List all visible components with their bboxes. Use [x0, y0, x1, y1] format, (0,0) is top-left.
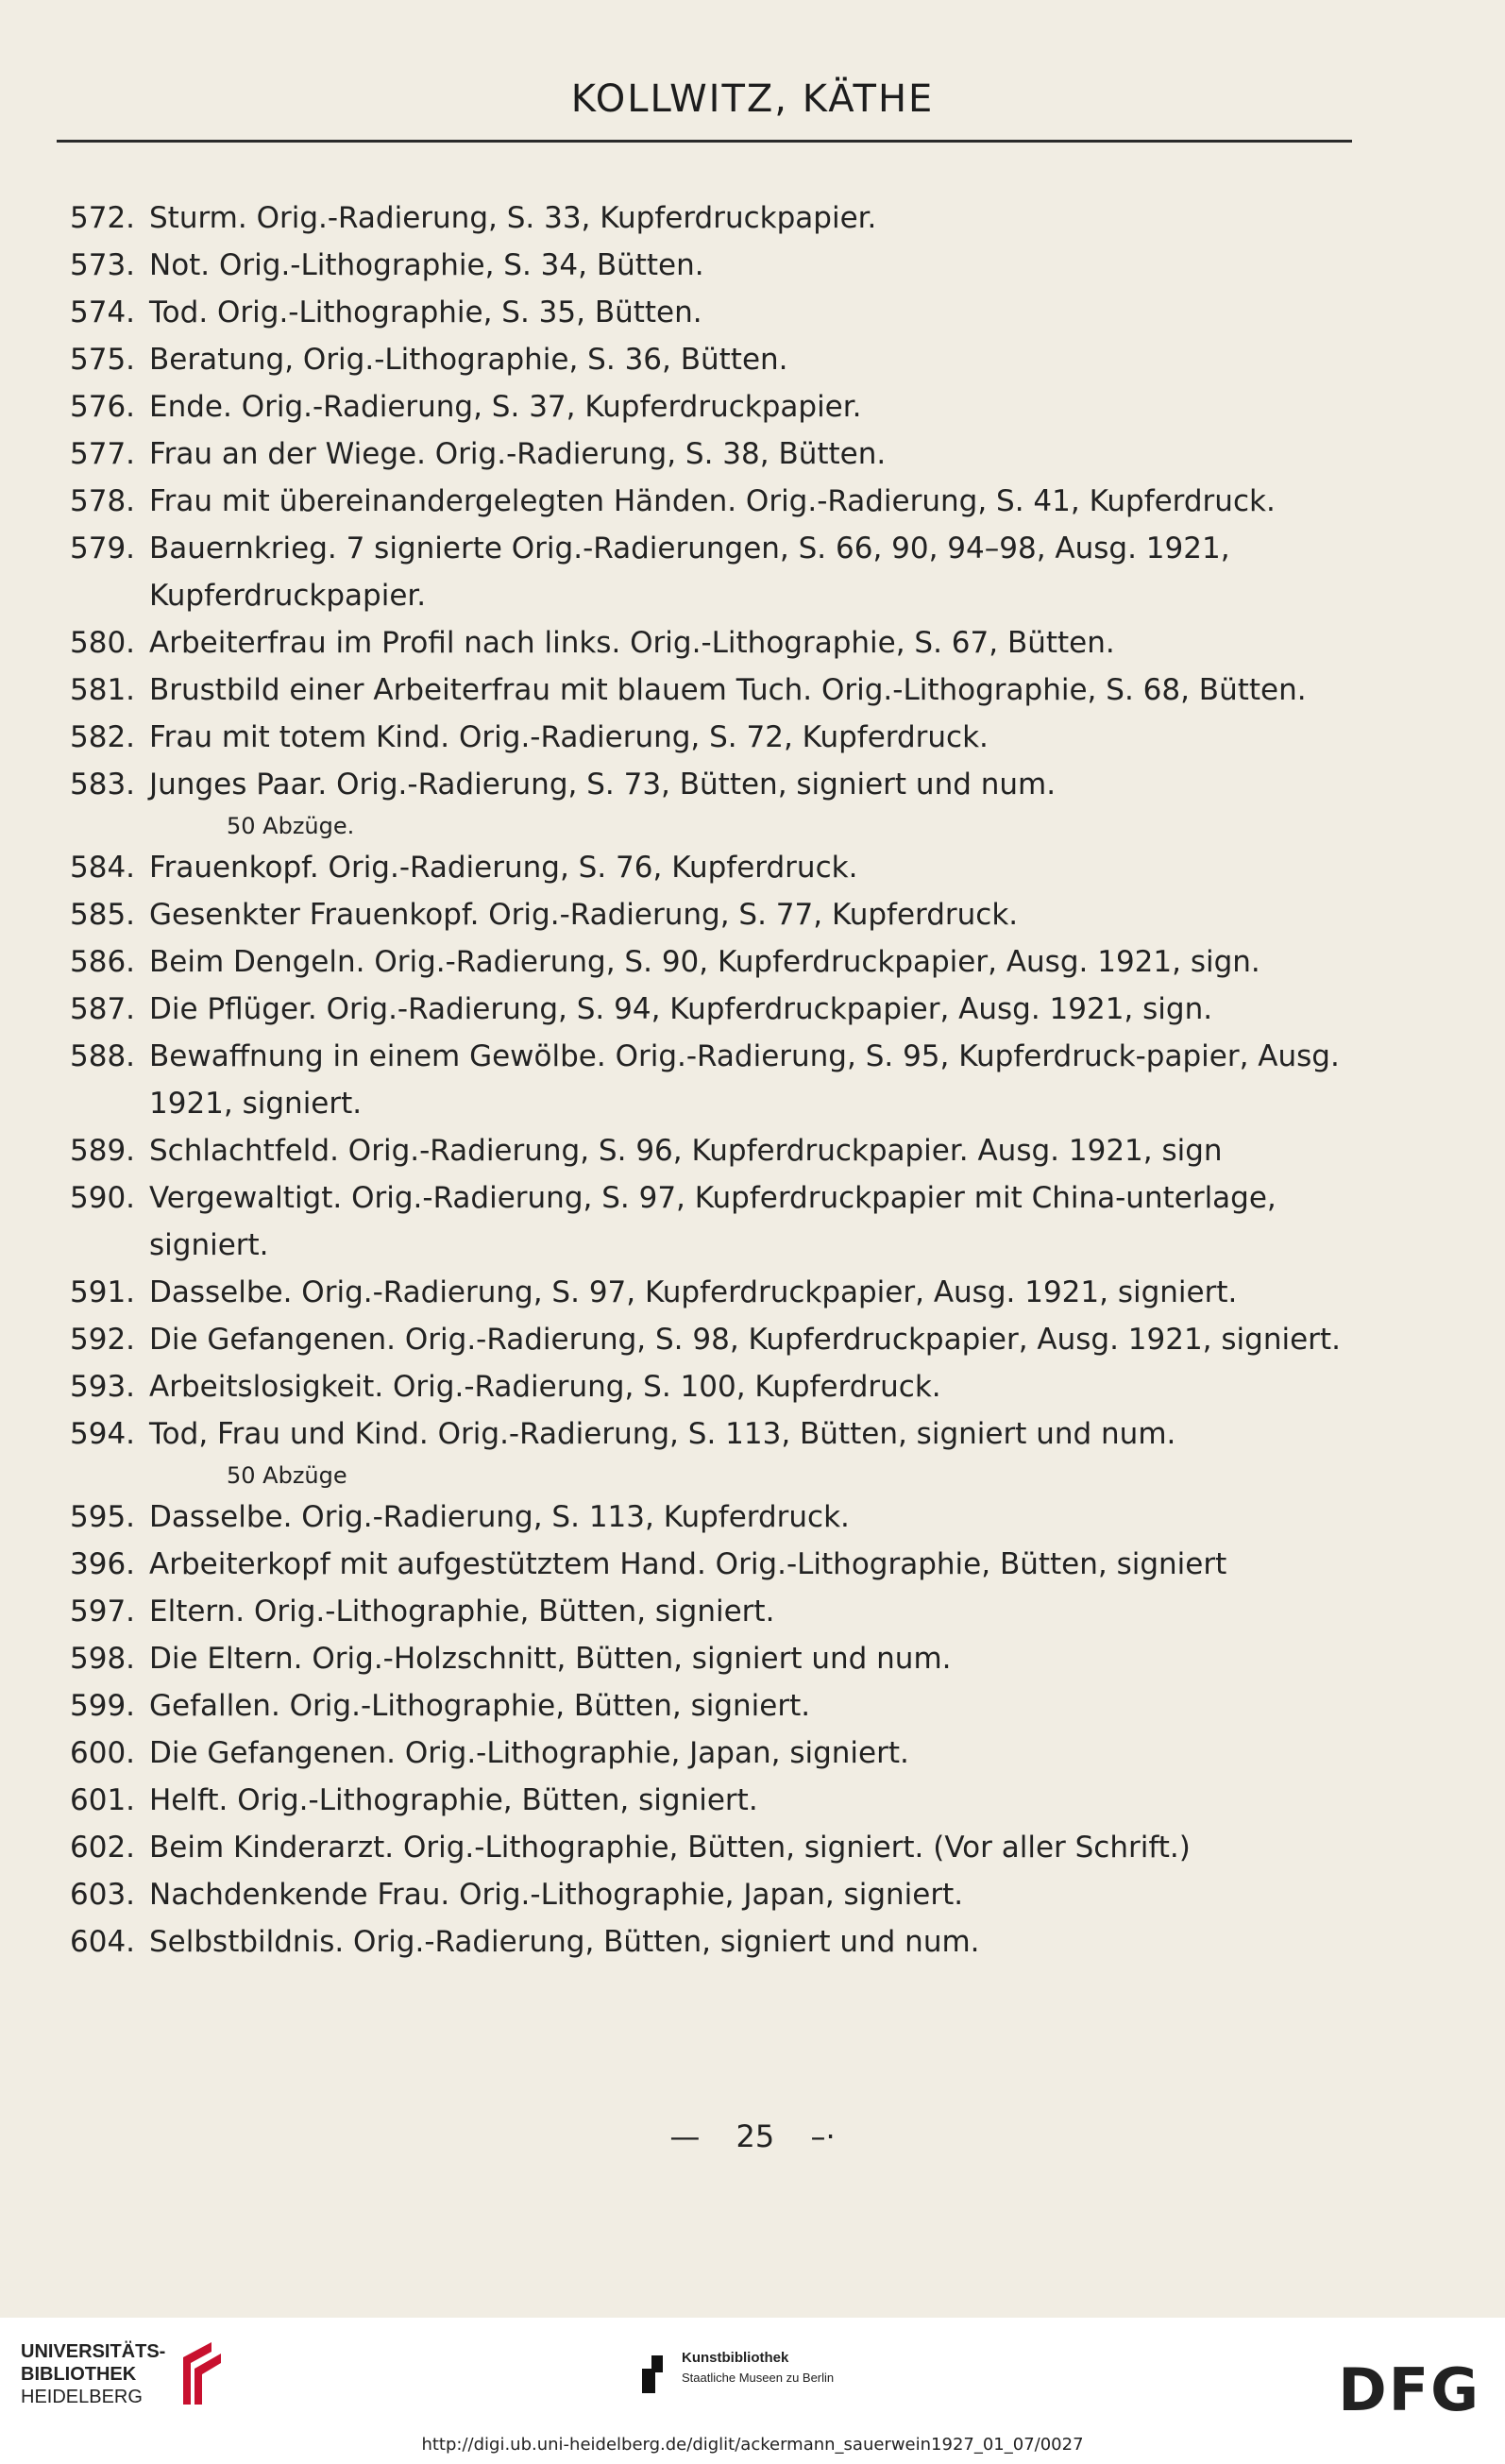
kunstbibliothek-logo[interactable] — [642, 2350, 888, 2406]
entry-text: Tod. Orig.-Lithographie, S. 35, Bütten. — [149, 295, 702, 329]
catalog-entry — [0, 1410, 1505, 1494]
entry-text: Beim Dengeln. Orig.-Radierung, S. 90, Kupferdruckpapier, Ausg. 1921, sign. — [149, 945, 1260, 979]
entry-text: Beim Kinderarzt. Orig.-Lithographie, Bütten, signiert. (Vor aller Schrift.) — [149, 1831, 1191, 1865]
entry-number: 580. — [70, 626, 136, 660]
catalog-entry — [0, 891, 1505, 938]
entry-number: 581. — [70, 673, 136, 707]
entry-text: Gefallen. Orig.-Lithographie, Bütten, signiert. — [149, 1689, 811, 1723]
entry-text: Brustbild einer Arbeiterfrau mit blauem Tuch. Orig.-Lithographie, S. 68, Bütten. — [149, 673, 1307, 707]
catalog-entry — [0, 1363, 1505, 1410]
university-library-name — [21, 2340, 165, 2408]
entry-note: 50 Abzüge. — [227, 813, 355, 839]
entry-text: Arbeiterkopf mit aufgestütztem Hand. Orig.-Lithographie, Bütten, signiert — [149, 1547, 1227, 1581]
kunstbibliothek-title: Kunstbibliothek — [682, 2350, 789, 2366]
entry-number: 586. — [70, 945, 136, 979]
entry-text: Bauernkrieg. 7 signierte Orig.-Radierungen, S. 66, 90, 94–98, Ausg. 1921, Kupferdruckpapier. — [149, 532, 1230, 613]
catalog-entry — [0, 194, 1505, 242]
catalog-entry — [0, 383, 1505, 430]
catalog-entry — [0, 1918, 1505, 1966]
university-library-logo[interactable] — [21, 2338, 266, 2442]
university-library-line2: BIBLIOTHEK — [21, 2364, 137, 2385]
entry-text: Frauenkopf. Orig.-Radierung, S. 76, Kupferdruck. — [149, 851, 858, 885]
entry-number: 593. — [70, 1370, 136, 1404]
entry-number: 592. — [70, 1323, 136, 1357]
catalog-entry — [0, 1033, 1505, 1127]
catalog-entry — [0, 667, 1505, 714]
entry-text: Selbstbildnis. Orig.-Radierung, Bütten, signiert und num. — [149, 1925, 980, 1959]
entry-text: Not. Orig.-Lithographie, S. 34, Bütten. — [149, 248, 704, 282]
entry-text: Beratung, Orig.-Lithographie, S. 36, Bütten. — [149, 343, 788, 377]
entry-number: 579. — [70, 532, 136, 565]
catalog-entry — [0, 525, 1505, 619]
entry-number: 576. — [70, 390, 136, 424]
catalog-entry — [0, 1174, 1505, 1269]
entry-text: Frau an der Wiege. Orig.-Radierung, S. 38, Bütten. — [149, 437, 887, 471]
entry-number: 602. — [70, 1831, 136, 1865]
catalog-entry — [0, 1494, 1505, 1541]
entry-text: Die Gefangenen. Orig.-Lithographie, Japan, signiert. — [149, 1736, 909, 1770]
entry-number: 583. — [70, 768, 136, 802]
entry-note: 50 Abzüge — [227, 1462, 347, 1489]
entry-text: Helft. Orig.-Lithographie, Bütten, signiert. — [149, 1783, 758, 1817]
catalog-entry — [0, 1588, 1505, 1635]
entry-number: 589. — [70, 1134, 136, 1168]
catalog-entry — [0, 714, 1505, 761]
entry-text: Gesenkter Frauenkopf. Orig.-Radierung, S. 77, Kupferdruck. — [149, 898, 1019, 932]
catalog-entry — [0, 986, 1505, 1033]
entry-text: Tod, Frau und Kind. Orig.-Radierung, S. 113, Bütten, signiert und num. — [149, 1417, 1176, 1451]
catalog-entry — [0, 1316, 1505, 1363]
page-header-title: KOLLWITZ, KÄTHE — [570, 77, 935, 121]
entry-text: Junges Paar. Orig.-Radierung, S. 73, Bütten, signiert und num. — [149, 768, 1057, 802]
catalog-entry — [0, 1871, 1505, 1918]
entry-text: Dasselbe. Orig.-Radierung, S. 97, Kupferdruckpapier, Ausg. 1921, signiert. — [149, 1275, 1238, 1309]
entry-text: Schlachtfeld. Orig.-Radierung, S. 96, Kupferdruckpapier. Ausg. 1921, sign — [149, 1134, 1223, 1168]
entry-text: Frau mit totem Kind. Orig.-Radierung, S. 72, Kupferdruck. — [149, 720, 989, 754]
entry-number: 599. — [70, 1689, 136, 1723]
entry-text: Dasselbe. Orig.-Radierung, S. 113, Kupferdruck. — [149, 1500, 850, 1534]
entry-number: 595. — [70, 1500, 136, 1534]
catalog-entry — [0, 1682, 1505, 1730]
entry-text: Bewaffnung in einem Gewölbe. Orig.-Radierung, S. 95, Kupferdruck-papier, Ausg. 1921, signiert. — [149, 1039, 1340, 1121]
entry-number: 603. — [70, 1878, 136, 1912]
catalog-entry — [0, 289, 1505, 336]
entry-number: 591. — [70, 1275, 136, 1309]
entry-text: Ende. Orig.-Radierung, S. 37, Kupferdruckpapier. — [149, 390, 862, 424]
entry-text: Nachdenkende Frau. Orig.-Lithographie, Japan, signiert. — [149, 1878, 964, 1912]
entry-number: 604. — [70, 1925, 136, 1959]
entry-text: Vergewaltigt. Orig.-Radierung, S. 97, Kupferdruckpapier mit China-unterlage, signiert. — [149, 1181, 1277, 1262]
entry-number: 573. — [70, 248, 136, 282]
entry-number: 587. — [70, 992, 136, 1026]
entry-text: Die Pflüger. Orig.-Radierung, S. 94, Kupferdruckpapier, Ausg. 1921, sign. — [149, 992, 1213, 1026]
catalog-entry — [0, 938, 1505, 986]
entry-number: 577. — [70, 437, 136, 471]
catalog-entry — [0, 844, 1505, 891]
entry-number: 597. — [70, 1595, 136, 1629]
catalog-entry — [0, 242, 1505, 289]
entry-number: 396. — [70, 1547, 136, 1581]
entry-text: Sturm. Orig.-Radierung, S. 33, Kupferdruckpapier. — [149, 201, 877, 235]
page-number: — 25 –· — [669, 2118, 836, 2154]
entry-text: Frau mit übereinandergelegten Händen. Orig.-Radierung, S. 41, Kupferdruck. — [149, 484, 1276, 518]
entry-text: Die Eltern. Orig.-Holzschnitt, Bütten, signiert und num. — [149, 1642, 952, 1676]
entry-number: 572. — [70, 201, 136, 235]
university-library-emblem-icon — [170, 2338, 227, 2410]
entry-text: Eltern. Orig.-Lithographie, Bütten, signiert. — [149, 1595, 775, 1629]
footer-bar — [0, 2318, 1505, 2464]
university-library-line1: UNIVERSITÄTS- — [21, 2341, 166, 2362]
entry-text: Die Gefangenen. Orig.-Radierung, S. 98, Kupferdruckpapier, Ausg. 1921, signiert. — [149, 1323, 1341, 1357]
entry-number: 590. — [70, 1181, 136, 1215]
university-library-line3: HEIDELBERG — [21, 2387, 143, 2407]
entry-text: Arbeitslosigkeit. Orig.-Radierung, S. 100, Kupferdruck. — [149, 1370, 941, 1404]
source-url[interactable]: http://digi.ub.uni-heidelberg.de/diglit/ackermann_sauerwein1927_01_07/0027 — [421, 2435, 1084, 2455]
catalog-entry — [0, 1127, 1505, 1174]
entry-number: 588. — [70, 1039, 136, 1073]
catalog-entry — [0, 1269, 1505, 1316]
entry-number: 601. — [70, 1783, 136, 1817]
catalog-entry — [0, 1635, 1505, 1682]
catalog-entry — [0, 478, 1505, 525]
entry-number: 574. — [70, 295, 136, 329]
kunstbibliothek-emblem-icon — [642, 2355, 674, 2393]
catalog-entry — [0, 761, 1505, 844]
entry-number: 585. — [70, 898, 136, 932]
catalog-entry — [0, 619, 1505, 667]
catalog-entry — [0, 430, 1505, 478]
catalog-entry — [0, 336, 1505, 383]
catalog-entry-list — [0, 194, 1505, 1966]
dfg-logo[interactable]: DFG — [1338, 2355, 1480, 2424]
header-rule — [57, 140, 1352, 143]
catalog-entry — [0, 1730, 1505, 1777]
entry-number: 594. — [70, 1417, 136, 1451]
entry-number: 578. — [70, 484, 136, 518]
catalog-entry — [0, 1777, 1505, 1824]
entry-number: 582. — [70, 720, 136, 754]
entry-number: 575. — [70, 343, 136, 377]
catalog-entry — [0, 1541, 1505, 1588]
kunstbibliothek-subtitle: Staatliche Museen zu Berlin — [682, 2371, 835, 2385]
entry-number: 584. — [70, 851, 136, 885]
catalog-entry — [0, 1824, 1505, 1871]
entry-number: 600. — [70, 1736, 136, 1770]
entry-number: 598. — [70, 1642, 136, 1676]
entry-text: Arbeiterfrau im Profil nach links. Orig.-Lithographie, S. 67, Bütten. — [149, 626, 1115, 660]
